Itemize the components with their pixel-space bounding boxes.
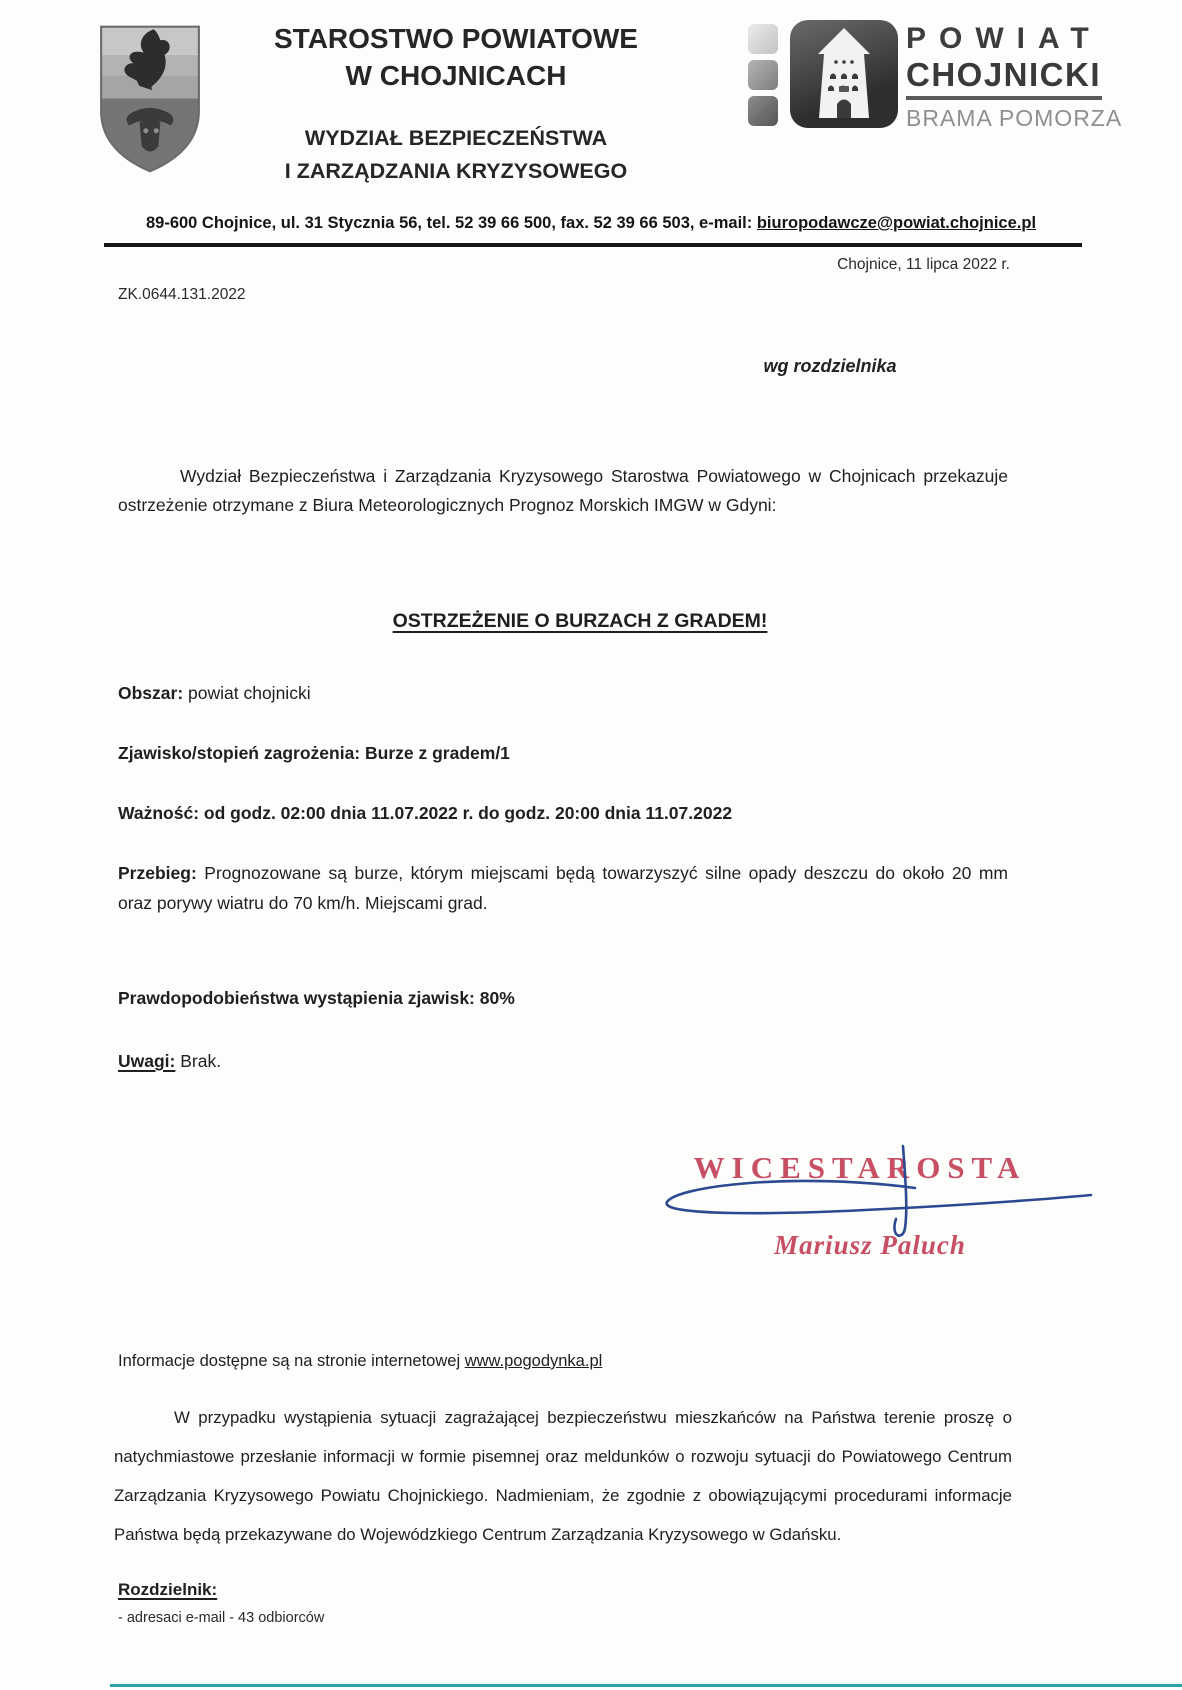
- field-waznosc-label: Ważność:: [118, 803, 200, 823]
- field-prawdopodobienstwo: [118, 983, 515, 1013]
- field-uwagi: [118, 1046, 221, 1076]
- tower-tile: [790, 20, 898, 128]
- office-name-line1: STAROSTWO POWIATOWE: [274, 23, 638, 54]
- county-logo: [906, 22, 1123, 133]
- coat-of-arms-icon: [98, 22, 202, 176]
- logo-brama-pomorza-label: BRAMA POMORZA: [906, 105, 1123, 131]
- rozdzielnik-heading: Rozdzielnik:: [118, 1580, 218, 1599]
- field-zjawisko-value: Burze z gradem/1: [360, 743, 510, 763]
- department-name: [238, 122, 674, 188]
- field-zjawisko-label: Zjawisko/stopień zagrożenia:: [118, 743, 361, 763]
- contact-address: 89-600 Chojnice, ul. 31 Stycznia 56, tel. 52 39 66 500, fax. 52 39 66 503, e-mail:: [145, 214, 757, 232]
- department-name-line1: WYDZIAŁ BEZPIECZEŃSTWA: [304, 126, 608, 150]
- field-prawdopodobienstwo-value: 80%: [474, 988, 515, 1008]
- office-name-line2: W CHOJNICACH: [345, 60, 567, 91]
- field-uwagi-value: Brak.: [175, 1051, 222, 1071]
- rozdzielnik-recipients: - adresaci e-mail - 43 odbiorców: [118, 1610, 325, 1626]
- stamp-signer-name: Mariusz Paluch: [774, 1230, 966, 1260]
- reference-number: ZK.0644.131.2022: [118, 286, 246, 303]
- field-obszar: [118, 678, 311, 708]
- pogodynka-link: www.pogodynka.pl: [464, 1352, 603, 1370]
- office-name: [238, 20, 674, 94]
- field-przebieg-label: Przebieg:: [118, 863, 197, 883]
- header-divider: [104, 243, 1082, 247]
- warning-title: OSTRZEŻENIE O BURZACH Z GRADEM!: [392, 610, 768, 632]
- intro-paragraph: Wydział Bezpieczeństwa i Zarządzania Kryzysowego Starostwa Powiatowego w Chojnicach przekazuje ostrzeżenie otrzymane z Biura Meteorologicznych Prognoz Morskich IMGW w Gdyni:: [118, 466, 1008, 515]
- info-line: [118, 1352, 602, 1371]
- field-obszar-label: Obszar:: [118, 683, 184, 703]
- tower-icon: [790, 20, 898, 128]
- logo-squares-icon: [748, 24, 780, 132]
- contact-email: biuropodawcze@powiat.chojnice.pl: [756, 214, 1037, 232]
- department-name-line2: I ZARZĄDZANIA KRYZYSOWEGO: [284, 159, 628, 183]
- bottom-scan-line: [110, 1684, 1182, 1687]
- place-and-date: Chojnice, 11 lipca 2022 r.: [837, 256, 1010, 273]
- logo-chojnicki-label: CHOJNICKI: [906, 56, 1102, 100]
- field-uwagi-label: Uwagi:: [118, 1051, 176, 1071]
- field-waznosc-value: od godz. 02:00 dnia 11.07.2022 r. do godz. 20:00 dnia 11.07.2022: [199, 803, 733, 823]
- field-prawdopodobienstwo-label: Prawdopodobieństwa wystąpienia zjawisk:: [118, 988, 475, 1008]
- field-przebieg: [118, 858, 1008, 918]
- field-zjawisko: [118, 738, 510, 768]
- field-przebieg-value: Prognozowane są burze, którym miejscami będą towarzyszyć silne opady deszczu do około 20 mm oraz porywy wiatru do 70 km/h. Miejscami grad.: [118, 863, 1008, 913]
- logo-powiat-label: POWIAT: [906, 22, 1102, 55]
- field-waznosc: [118, 798, 732, 828]
- field-obszar-value: powiat chojnicki: [183, 683, 311, 703]
- stamp-title: WICESTAROSTA: [693, 1150, 1027, 1185]
- info-line-text: Informacje dostępne są na stronie internetowej: [118, 1352, 465, 1370]
- contact-line: [100, 214, 1082, 233]
- closing-paragraph: W przypadku wystąpienia sytuacji zagrażającej bezpieczeństwu mieszkańców na Państwa terenie proszę o natychmiastowe przesłanie informacji w formie pisemnej oraz meldunków o rozwoju sytuacji do Powiatowego Centrum Zarządzania Kryzysowego Powiatu Chojnickiego. Nadmieniam, że zgodnie z obowiązującymi procedurami informacje Państwa będą przekazywane do Wojewódzkiego Centrum Zarządzania Kryzysowego w Gdańsku.: [114, 1408, 1012, 1544]
- addressee: wg rozdzielnika: [763, 356, 897, 376]
